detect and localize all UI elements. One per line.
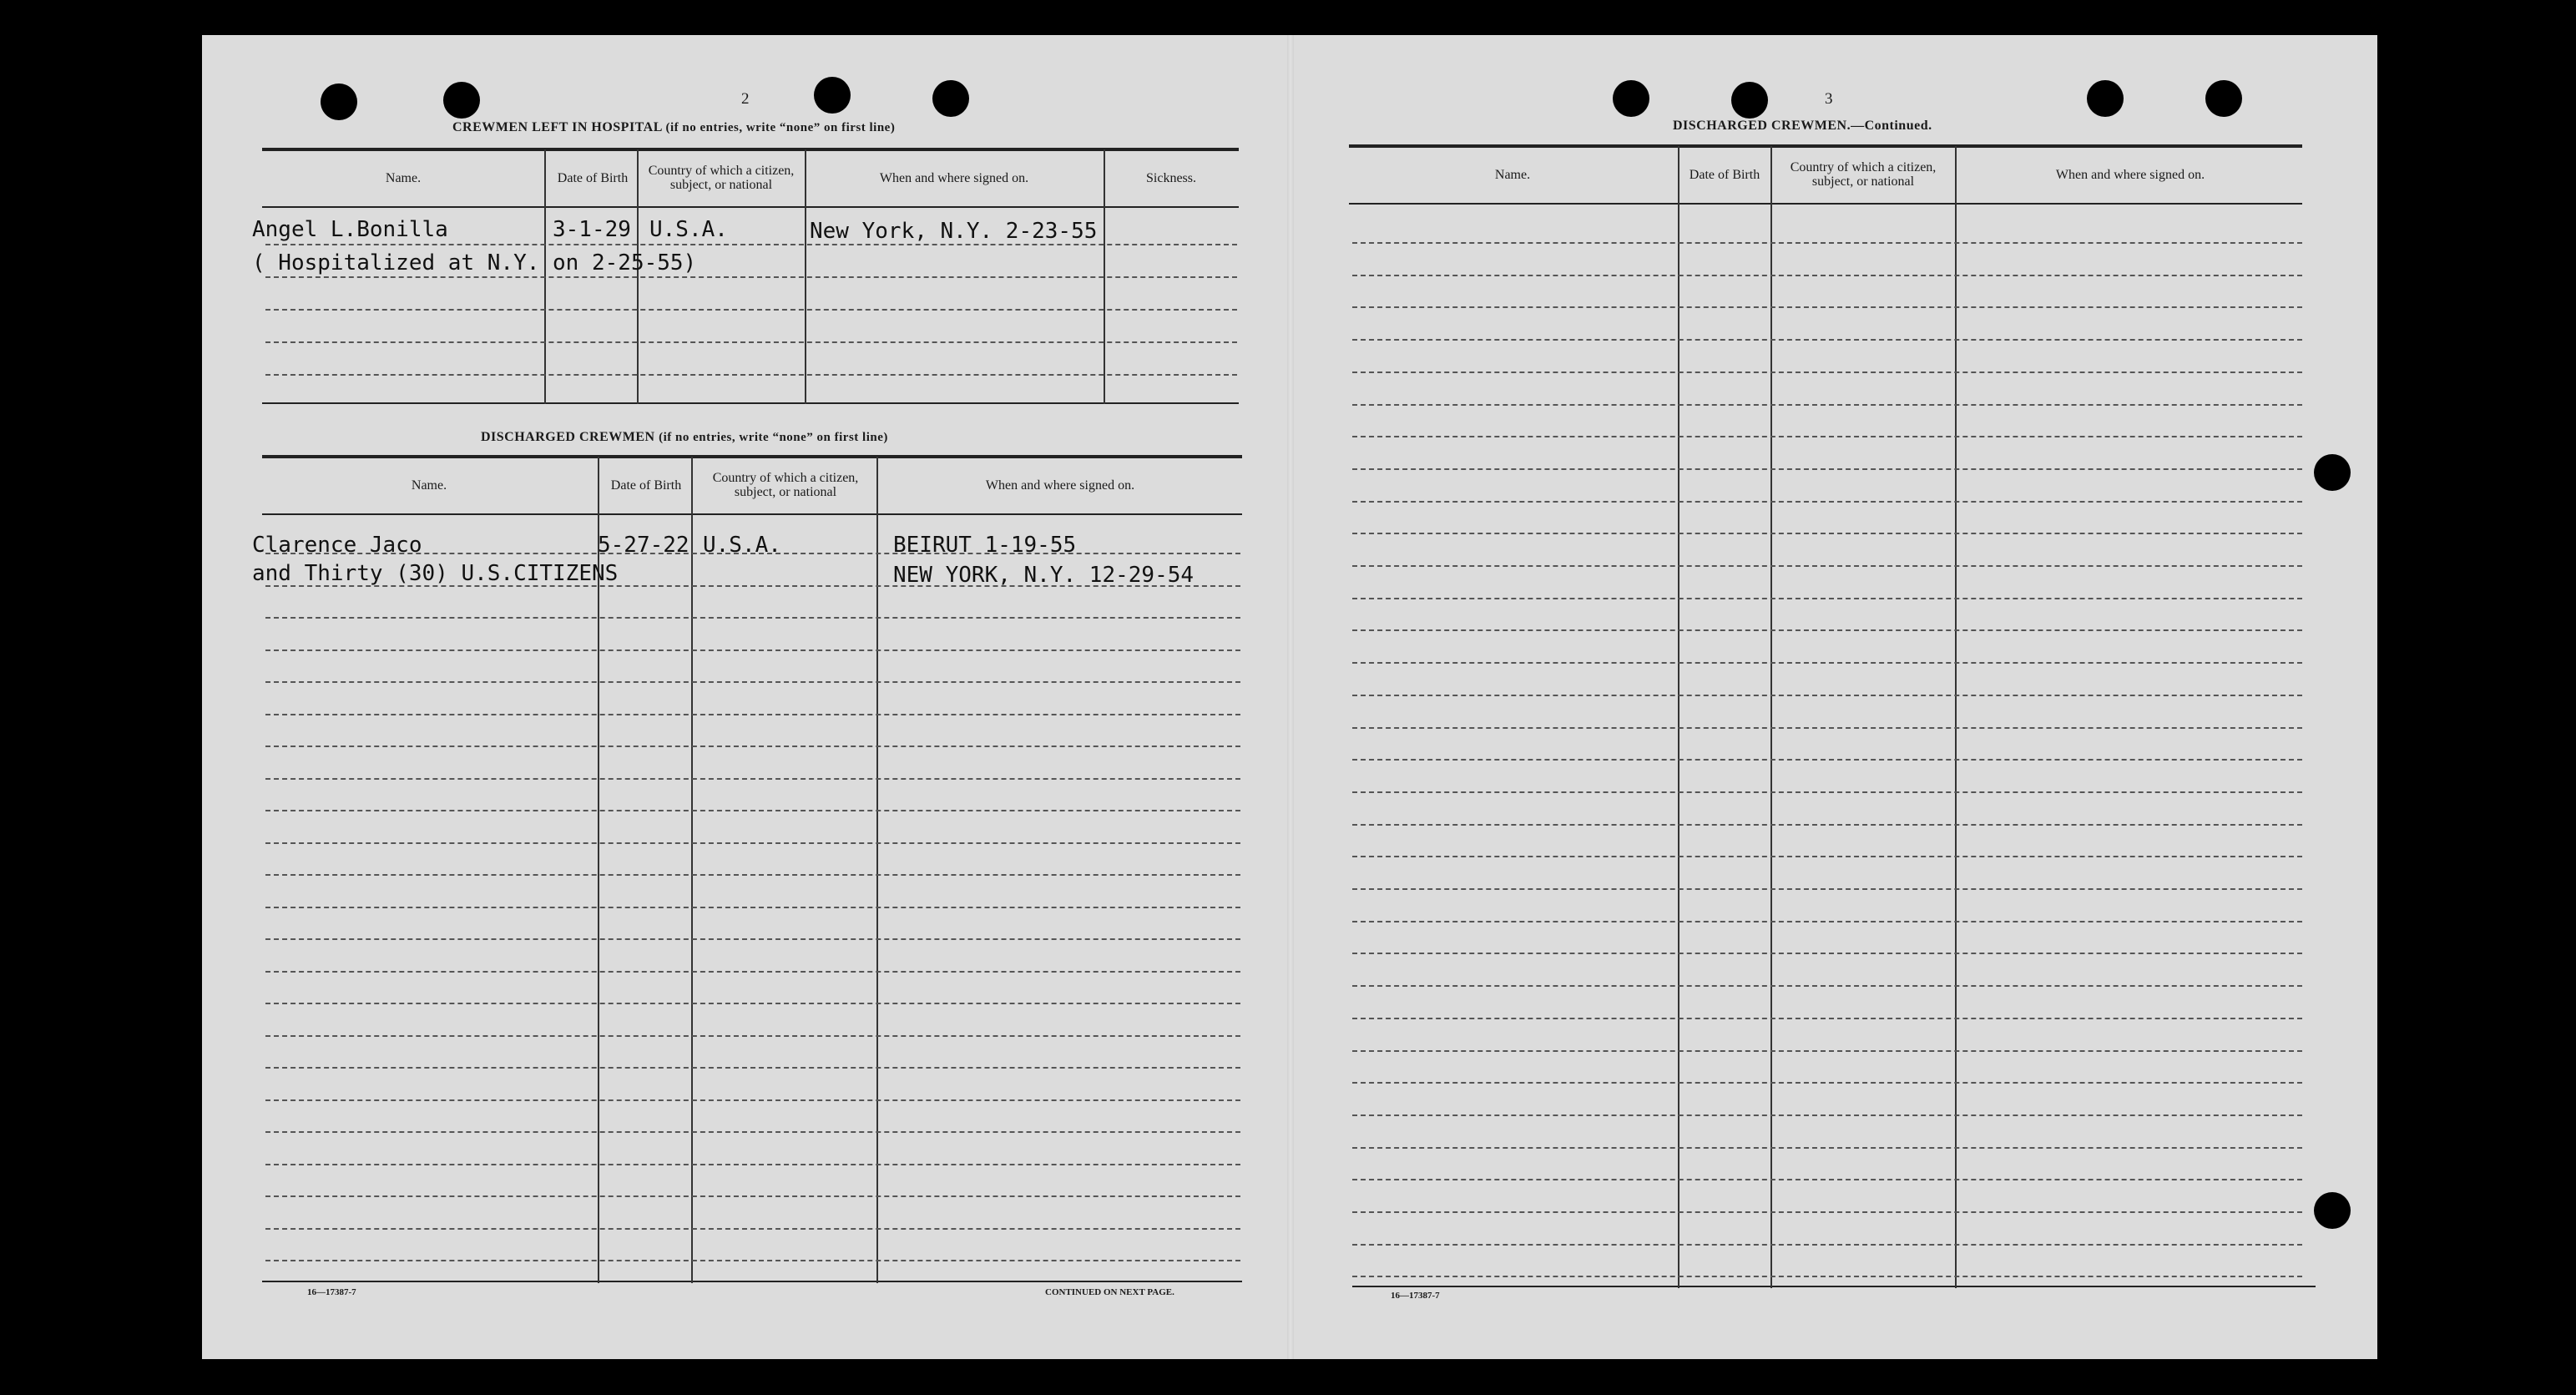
ruled-line xyxy=(1352,565,2302,567)
ruled-line xyxy=(1352,371,2302,373)
ruled-line xyxy=(1352,759,2302,761)
ruled-line xyxy=(1352,1114,2302,1116)
right-col-dob: Date of Birth xyxy=(1689,167,1760,182)
ruled-line xyxy=(265,309,1237,311)
punch-hole xyxy=(2314,454,2351,491)
ruled-line xyxy=(1352,468,2302,470)
ruled-line xyxy=(1352,242,2302,244)
right-col-name: Name. xyxy=(1494,167,1531,182)
discharged-col-dob: Date of Birth xyxy=(610,478,682,493)
right-header-rule xyxy=(1349,203,2302,205)
discharged-title-text: DISCHARGED CREWMEN xyxy=(481,430,655,444)
discharged-section-title xyxy=(481,430,888,445)
ruled-line xyxy=(265,1035,1240,1037)
hospital-title-note: (if no entries, write “none” on first line) xyxy=(665,121,896,134)
hospital-col-name: Name. xyxy=(385,170,422,185)
ruled-line xyxy=(265,1099,1240,1101)
hospital-top-rule xyxy=(262,148,1239,151)
ruled-line xyxy=(1352,1147,2302,1149)
right-col-divider xyxy=(1678,146,1679,1288)
ruled-line xyxy=(1352,339,2302,341)
ruled-line xyxy=(1352,791,2302,793)
discharged-row2-name: and Thirty (30) U.S.CITIZENS xyxy=(252,561,619,586)
discharged-row2-signed-on: NEW YORK, N.Y. 12-29-54 xyxy=(893,563,1195,588)
hospital-row1-signed-on: New York, N.Y. 2-23-55 xyxy=(810,219,1098,244)
right-col-divider xyxy=(1955,146,1957,1288)
right-col-divider xyxy=(1770,146,1772,1288)
right-form-number: 16—17387-7 xyxy=(1391,1291,1440,1301)
ruled-line xyxy=(1352,824,2302,826)
hospital-col-country: Country of which a citizen, subject, or national xyxy=(648,164,795,192)
ruled-line xyxy=(265,681,1240,683)
punch-hole xyxy=(1613,80,1649,117)
ruled-line xyxy=(1352,501,2302,503)
punch-hole xyxy=(443,82,480,119)
right-page-title: DISCHARGED CREWMEN.—Continued. xyxy=(1673,119,1932,133)
discharged-col-divider xyxy=(691,457,693,1283)
ruled-line xyxy=(265,746,1240,747)
ruled-line xyxy=(265,1067,1240,1069)
ruled-line xyxy=(1352,985,2302,987)
ruled-line xyxy=(265,907,1240,908)
ruled-line xyxy=(1352,1179,2302,1180)
discharged-header-rule xyxy=(262,513,1242,515)
ruled-line xyxy=(265,971,1240,973)
ruled-line xyxy=(265,778,1240,780)
punch-hole xyxy=(2205,80,2242,117)
right-bottom-rule xyxy=(1352,1286,2316,1287)
discharged-row1-country: U.S.A. xyxy=(703,533,781,558)
ruled-line xyxy=(1352,1018,2302,1019)
hospital-row2-note: ( Hospitalized at N.Y. on 2-25-55) xyxy=(252,250,697,275)
ruled-line xyxy=(265,1003,1240,1004)
hospital-row1-country: U.S.A. xyxy=(649,217,728,242)
hospital-row1-dob: 3-1-29 xyxy=(553,217,631,242)
hospital-section-title xyxy=(452,120,895,135)
ruled-line xyxy=(1352,533,2302,534)
right-page-number: 3 xyxy=(1825,90,1833,108)
ruled-line xyxy=(1352,1244,2302,1246)
punch-hole xyxy=(932,80,969,117)
discharged-col-signed-on: When and where signed on. xyxy=(985,478,1135,493)
ruled-line xyxy=(265,1195,1240,1197)
ruled-line xyxy=(1352,1050,2302,1052)
ruled-line xyxy=(265,714,1240,715)
discharged-top-rule xyxy=(262,455,1242,458)
punch-hole xyxy=(814,77,851,114)
ruled-line xyxy=(265,244,1237,245)
ruled-line xyxy=(1352,436,2302,437)
ruled-line xyxy=(265,276,1237,278)
hospital-col-dob: Date of Birth xyxy=(557,170,629,185)
ruled-line xyxy=(1352,275,2302,276)
ruled-line xyxy=(1352,629,2302,631)
ruled-line xyxy=(265,938,1240,940)
discharged-row1-dob: 5-27-22 xyxy=(598,533,689,558)
ruled-line xyxy=(1352,404,2302,406)
ruled-line xyxy=(265,842,1240,844)
discharged-col-divider xyxy=(876,457,878,1283)
discharged-row1-signed-on: BEIRUT 1-19-55 xyxy=(893,533,1077,558)
ruled-line xyxy=(265,1164,1240,1165)
discharged-col-name: Name. xyxy=(411,478,447,493)
ruled-line xyxy=(1352,306,2302,308)
hospital-row1-name: Angel L.Bonilla xyxy=(252,217,448,242)
ruled-line xyxy=(1352,953,2302,954)
ruled-line xyxy=(1352,1211,2302,1213)
ruled-line xyxy=(1352,727,2302,729)
right-col-signed-on: When and where signed on. xyxy=(2055,167,2205,182)
ruled-line xyxy=(1352,1082,2302,1084)
punch-hole xyxy=(2087,80,2124,117)
hospital-bottom-rule xyxy=(262,402,1239,404)
ruled-line xyxy=(1352,695,2302,696)
right-col-country: Country of which a citizen, subject, or national xyxy=(1790,160,1937,189)
ruled-line xyxy=(1352,598,2302,599)
ruled-line xyxy=(265,341,1237,343)
discharged-row1-name: Clarence Jaco xyxy=(252,533,422,558)
page-gutter xyxy=(1287,35,1294,1359)
punch-hole xyxy=(321,83,357,120)
discharged-bottom-rule xyxy=(262,1281,1242,1282)
hospital-col-signed-on: When and where signed on. xyxy=(879,170,1029,185)
ruled-line xyxy=(1352,888,2302,890)
hospital-title-text: CREWMEN LEFT IN HOSPITAL xyxy=(452,120,663,134)
punch-hole xyxy=(1731,82,1768,119)
document-scan xyxy=(202,35,2377,1359)
ruled-line xyxy=(265,617,1240,619)
punch-hole xyxy=(2314,1192,2351,1229)
left-page-number: 2 xyxy=(741,90,750,108)
hospital-col-sickness: Sickness. xyxy=(1146,170,1196,185)
continued-note: CONTINUED ON NEXT PAGE. xyxy=(1045,1287,1174,1297)
hospital-header-rule xyxy=(262,206,1239,208)
ruled-line xyxy=(1352,662,2302,664)
ruled-line xyxy=(265,1228,1240,1230)
ruled-line xyxy=(265,1260,1240,1261)
ruled-line xyxy=(1352,856,2302,857)
ruled-line xyxy=(1352,921,2302,922)
ruled-line xyxy=(265,810,1240,811)
ruled-line xyxy=(265,1131,1240,1133)
ruled-line xyxy=(265,649,1240,651)
right-top-rule xyxy=(1349,144,2302,148)
ruled-line xyxy=(265,374,1237,376)
ruled-line xyxy=(1352,1276,2302,1277)
discharged-title-note: (if no entries, write “none” on first line) xyxy=(659,431,888,444)
ruled-line xyxy=(265,874,1240,876)
left-form-number: 16—17387-7 xyxy=(307,1287,356,1297)
discharged-col-country: Country of which a citizen, subject, or national xyxy=(712,471,859,499)
